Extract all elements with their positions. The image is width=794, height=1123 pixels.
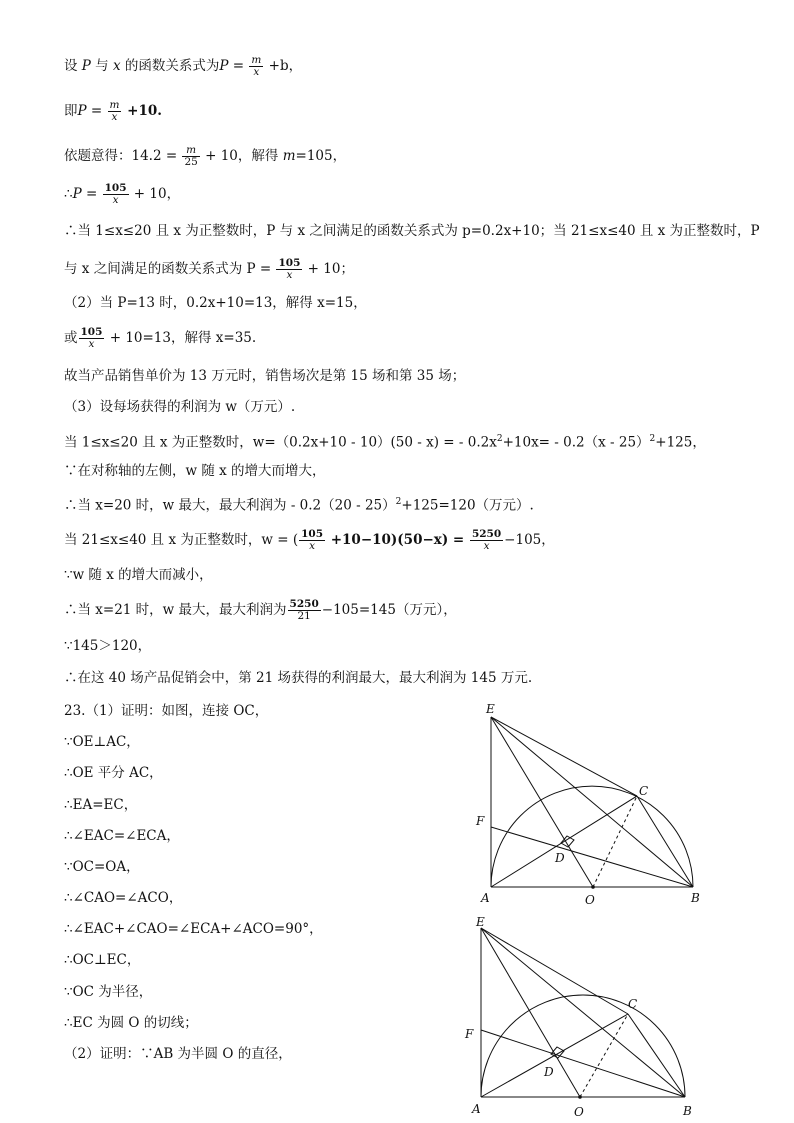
line-18: ∴在这 40 场产品促销会中，第 21 场获得的利润最大，最大利润为 145 万元.: [64, 670, 533, 686]
fraction: $\frac{105}{x}$: [104, 182, 127, 206]
line-7: （2）当 P=13 时，0.2x+10=13，解得 x=15，: [64, 295, 367, 311]
segment-eo: [481, 928, 580, 1097]
fraction: $\frac{5250}{21}$: [289, 598, 319, 622]
label-d: D: [544, 1065, 554, 1079]
line-21: ∴OE 平分 AC，: [64, 765, 163, 781]
label-c: C: [639, 784, 649, 798]
fraction: $\frac{105}{x}$: [80, 326, 103, 350]
line-13: ∴当 x=20 时，w 最大，最大利润为 - 0.2（20 - 25）$^2$+125=120（万元）.: [64, 497, 534, 514]
line-19: 23.（1）证明：如图，连接 OC，: [64, 703, 269, 719]
fraction: $\frac{m}{x}$: [251, 54, 262, 78]
fraction: $\frac{5250}{x}$: [471, 528, 502, 552]
line-17: ∵145＞120，: [64, 638, 152, 654]
label-o: O: [585, 893, 595, 907]
line-3: 依题意得：14.2 = $\frac{m}{25}$ + 10，解得 m=105，: [64, 144, 347, 168]
fraction: $\frac{m}{x}$: [109, 99, 120, 123]
label-e: E: [486, 702, 495, 716]
label-a: A: [472, 1102, 481, 1116]
line-24: ∵OC=OA，: [64, 859, 140, 875]
segment-fb: [481, 1030, 685, 1097]
line-14: 当 21≤x≤40 且 x 为正整数时，w = ( $\frac{105}{x}$ +10−10)(50−x) = $\frac{5250}{x}$ −105，: [64, 528, 555, 552]
label-d: D: [555, 851, 565, 865]
line-8: 或 $\frac{105}{x}$ + 10=13，解得 x=35.: [64, 326, 257, 350]
line-16: ∴当 x=21 时，w 最大，最大利润为 $\frac{5250}{21}$ −105=145（万元），: [64, 598, 457, 622]
label-b: B: [683, 1104, 692, 1118]
line-22: ∴EA=EC，: [64, 797, 138, 813]
line-11: 当 1≤x≤20 且 x 为正整数时，w=（0.2x+10 - 10）(50 - x) = - $0.2x^2+10x= - 0.2(x - 25)^2+125$，: [64, 434, 706, 451]
line-4: ∴P = $\frac{105}{x}$ + 10，: [64, 182, 181, 206]
label-e: E: [476, 915, 485, 929]
line-27: ∴OC⊥EC，: [64, 952, 141, 968]
line-10: （3）设每场获得的利润为 w（万元）.: [64, 399, 296, 415]
center-o-dot: [578, 1095, 582, 1099]
center-o-dot: [591, 885, 595, 889]
geometry-figure-2: [460, 915, 705, 1123]
segment-eb: [481, 928, 685, 1097]
fraction: $\frac{105}{x}$: [278, 257, 301, 281]
label-b: B: [691, 891, 700, 905]
label-c: C: [628, 997, 638, 1011]
line-5: ∴当 1≤x≤20 且 x 为正整数时，P 与 x 之间满足的函数关系式为 p=0.2x+10；当 21≤x≤40 且 x 为正整数时，P: [64, 223, 760, 239]
segment-fb: [491, 827, 693, 887]
line-23: ∴∠EAC=∠ECA，: [64, 828, 180, 844]
line-30: （2）证明：∵AB 为半圆 O 的直径，: [64, 1046, 292, 1062]
line-26: ∴∠EAC+∠CAO=∠ECA+∠ACO=90°，: [64, 921, 323, 937]
label-a: A: [481, 891, 490, 905]
segment-eb: [491, 717, 693, 887]
label-o: O: [574, 1105, 584, 1119]
line-1: 设 P 与 x 的函数关系式为P = $\frac{m}{x}$ +b，: [64, 54, 303, 78]
line-29: ∴EC 为圆 O 的切线；: [64, 1015, 198, 1031]
fraction: $\frac{m}{25}$: [184, 144, 198, 168]
line-15: ∵w 随 x 的增大而减小，: [64, 567, 213, 583]
label-f: F: [465, 1027, 474, 1041]
segment-eo: [491, 717, 593, 887]
semicircle: [481, 995, 685, 1097]
line-9: 故当产品销售单价为 13 万元时，销售场次是第 15 场和第 35 场；: [64, 368, 466, 384]
semicircle: [491, 786, 693, 887]
segment-oc-dashed: [580, 1014, 628, 1097]
line-6: 与 x 之间满足的函数关系式为 P = $\frac{105}{x}$ + 10；: [64, 257, 354, 281]
line-25: ∴∠CAO=∠ACO，: [64, 890, 183, 906]
fraction: $\frac{105}{x}$: [301, 528, 324, 552]
segment-ec: [481, 928, 628, 1014]
line-12: ∵在对称轴的左侧，w 随 x 的增大而增大，: [64, 463, 326, 479]
line-2: 即P = $\frac{m}{x}$ +10.: [64, 99, 162, 123]
line-20: ∵OE⊥AC，: [64, 734, 140, 750]
label-f: F: [476, 814, 485, 828]
line-28: ∵OC 为半径，: [64, 984, 153, 1000]
geometry-figure-1: [470, 700, 710, 910]
segment-ec: [491, 717, 637, 796]
